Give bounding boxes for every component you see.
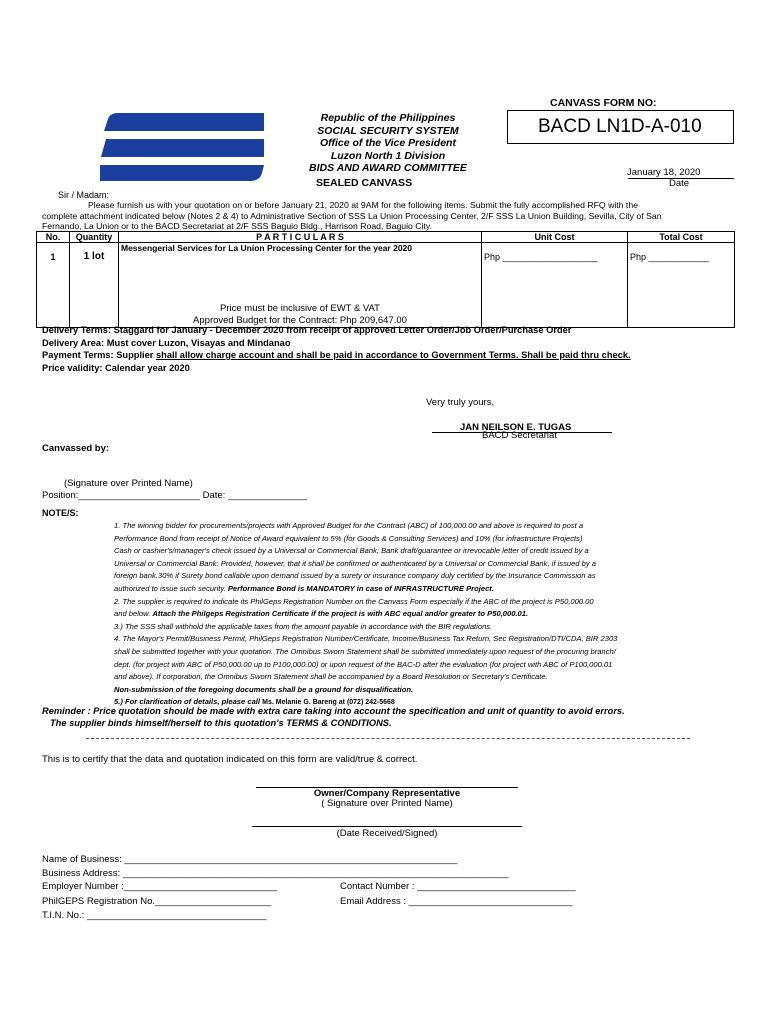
header-line2: SOCIAL SECURITY SYSTEM: [317, 124, 459, 137]
note-4-line4: and above). If corporation, the Omnibus Sworn Statement shall be accompanied by a Board Resolution or Secretary's Certificate.: [114, 672, 548, 682]
business-address-field[interactable]: Business Address: _________________________________________________________________________: [42, 868, 509, 879]
note-3: 3.) The SSS shall withhold the applicable taxes from the amount payable in accordance with the BIR regulations.: [114, 621, 493, 631]
intro-line2: complete attachment indicated below (Notes 2 & 4) to Administrative Section of SSS La Union Processing Center, 2/F SSS La Union Building, Sevilla, City of San: [42, 210, 662, 221]
logo-bar-top: [104, 113, 264, 131]
note-4-line2: shall be submitted together with your quotation. The Omnibus Sworn Statement shall be submitted immediately upon request of the procuring branch/: [114, 646, 616, 656]
owner-sub: ( Signature over Printed Name): [321, 798, 453, 809]
signature-label: (Signature over Printed Name): [64, 478, 193, 489]
note-2-bold: Attach the Philgeps Registration Certificate if the project is with ABC equal and/or greater to P50,000.01.: [152, 609, 529, 619]
price-note: Price must be inclusive of EWT & VAT: [220, 303, 380, 314]
note-1-text: authorized to issue such security.: [114, 583, 228, 593]
payment-label: Payment Terms: Supplier: [42, 350, 157, 360]
logo-bar-mid: [101, 139, 264, 157]
note-2-line2: [114, 608, 617, 621]
note-1-line6: [114, 583, 617, 596]
note-4-bold: Non-submission of the foregoing documents shall be a ground for disqualification.: [114, 684, 414, 694]
note-1-line4: Universal or Commercial Bank: Provided, however, that it shall be confirmed or authenticated by a Universal or Commercial Bank, if issued by a: [114, 558, 596, 568]
email-field[interactable]: Email Address : _______________________________: [340, 896, 573, 907]
note-2-text: and below.: [114, 609, 153, 619]
date-label: Date: [669, 178, 690, 189]
philgeps-field[interactable]: PhilGEPS Registration No.______________________: [42, 896, 272, 907]
header-line1: Republic of the Philippines: [320, 112, 456, 124]
notes-list: [114, 520, 617, 710]
note-5-text: 5.) For clarification of details, please call: [114, 697, 263, 707]
owner-label: Owner/Company Representative: [313, 788, 461, 799]
notes-title: NOTE/S:: [42, 508, 79, 518]
col-quantity: Quantity: [70, 232, 119, 243]
header-line5: BIDS AND AWARD COMMITTEE: [309, 162, 467, 174]
items-table: [36, 231, 735, 328]
row-particulars: [119, 243, 482, 328]
agency-header: [298, 112, 478, 175]
table-header-row: [37, 232, 735, 243]
contact-number-field[interactable]: Contact Number : ______________________________: [340, 881, 576, 892]
col-no: No.: [37, 232, 70, 243]
note-1-bold: Performance Bond is MANDATORY in case of INFRASTRUCTURE Project.: [227, 583, 494, 593]
header-line4: Luzon North 1 Division: [330, 149, 446, 162]
row-quantity: 1 lot: [70, 243, 119, 328]
salutation: Sir / Madam:: [58, 190, 110, 200]
position-date-field[interactable]: Position:_______________________ Date: _______________: [42, 490, 308, 501]
signatory-name: JAN NEILSON E. TUGAS: [460, 422, 572, 433]
col-total-cost: Total Cost: [628, 232, 735, 243]
intro-line3: Fernando, La Union or to the BACD Secretariat at 2/F SSS Baguio Bldg., Harrison Road, Baguio City.: [42, 221, 433, 231]
tin-field[interactable]: T.I.N. No.: __________________________________: [42, 910, 267, 921]
abc-note: Approved Budget for the Contract: Php 209,647.00: [193, 315, 407, 326]
reminder-line1: Reminder : Price quotation should be made with extra care taking into account the specification and unit of quantity to avoid errors.: [42, 706, 625, 716]
logo-swoosh-1: [146, 131, 208, 139]
form-number: BACD LN1D-A-010: [507, 110, 734, 144]
terms-block: [42, 324, 631, 374]
note-1-line1: 1. The winning bidder for procurements/projects with Approved Budget for the Contract (ABC) of 100,000.00 and above is required to post a: [114, 521, 584, 530]
delivery-area: Delivery Area: Must cover Luzon, Visayas and Mindanao: [42, 337, 291, 348]
signatory-title: BACD Secretariat: [482, 430, 557, 441]
reminder-line2: The supplier binds himself/herself to this quotation's TERMS & CONDITIONS.: [50, 718, 392, 728]
note-1-line3: Cash or cashier's/manager's check issued by a Universal or Commercial Bank; Bank draft/guarantee or irrevocable letter of credit issued by a: [114, 546, 589, 556]
price-validity: Price validity: Calendar year 2020: [42, 362, 190, 373]
intro-line1: Please furnish us with your quotation on or before January 21, 2020 at 9AM for the following items. Submit the fully accomplished RFQ with the: [88, 200, 639, 210]
form-label: CANVASS FORM NO:: [550, 97, 657, 109]
note-2-line1: 2. The supplier is required to indicate its PhilGeps Registration Number on the Canvass Form especially if the ABC of the project is P50,000.00: [114, 596, 594, 606]
canvassed-by: Canvassed by:: [42, 443, 110, 454]
intro-paragraph: [42, 200, 662, 232]
delivery-terms: Delivery Terms: Staggard for January - December 2020 from receipt of approved Letter Order/Job Order/Purchase Order: [42, 325, 572, 335]
closing: Very truly yours,: [426, 397, 495, 408]
row-description: Messengerial Services for La Union Processing Center for the year 2020: [121, 243, 413, 253]
note-1-line2: Performance Bond from receipt of Notice of Award equivalent to 5% (for Goods & Consulting Services) and 10% (for infrastructure Projects): [114, 533, 583, 543]
certification: This is to certify that the data and quotation indicated on this form are valid/true & correct.: [42, 754, 418, 765]
note-4-line1: 4. The Mayor's Permit/Business Permit, PhilGeps Registration Number/Certificate, Income/Business Tax Return, Sec Registration/DTI/CDA, BIR 2303: [114, 634, 618, 644]
business-name-field[interactable]: Name of Business: _______________________________________________________________: [42, 854, 458, 865]
sealed-canvass-title: SEALED CANVASS: [316, 177, 413, 189]
col-unit-cost: Unit Cost: [482, 232, 628, 243]
separator-line: [86, 738, 690, 739]
col-particulars: P A R T I C U L A R S: [119, 232, 482, 243]
row-no: 1: [37, 243, 70, 328]
sss-logo: [96, 107, 271, 187]
unit-cost-field[interactable]: Php ___________________: [482, 243, 628, 328]
total-cost-field[interactable]: Php ____________: [628, 243, 735, 328]
payment-detail: shall allow charge account and shall be paid in accordance to Government Terms. Shall be paid thru check.: [156, 350, 631, 360]
note-1-line5: foreign bank.30% if Surety bond callable upon demand issued by a surety or insurance company duly certified by the Insurance Commission as: [114, 571, 596, 581]
logo-bar-bottom: [100, 165, 264, 181]
note-5-contact: Ms. Melanie G. Bareng at (072) 242-5668: [262, 699, 395, 707]
date-received-label: (Date Received/Signed): [336, 828, 438, 839]
payment-terms: [42, 349, 631, 362]
note-4-line3: dept. (for project with ABC of P50,000.00 up to P100,000.00) or upon request of the BAC-D after the evaluation (for project with ABC of P100,000.01: [114, 659, 613, 669]
date-received-line: [252, 826, 522, 827]
employer-number-field[interactable]: Employer Number :_____________________________: [42, 881, 278, 892]
logo-swoosh-2: [156, 157, 226, 165]
table-row: [37, 243, 735, 328]
date-value: January 18, 2020: [627, 167, 701, 178]
header-line3: Office of the Vice President: [320, 137, 456, 149]
